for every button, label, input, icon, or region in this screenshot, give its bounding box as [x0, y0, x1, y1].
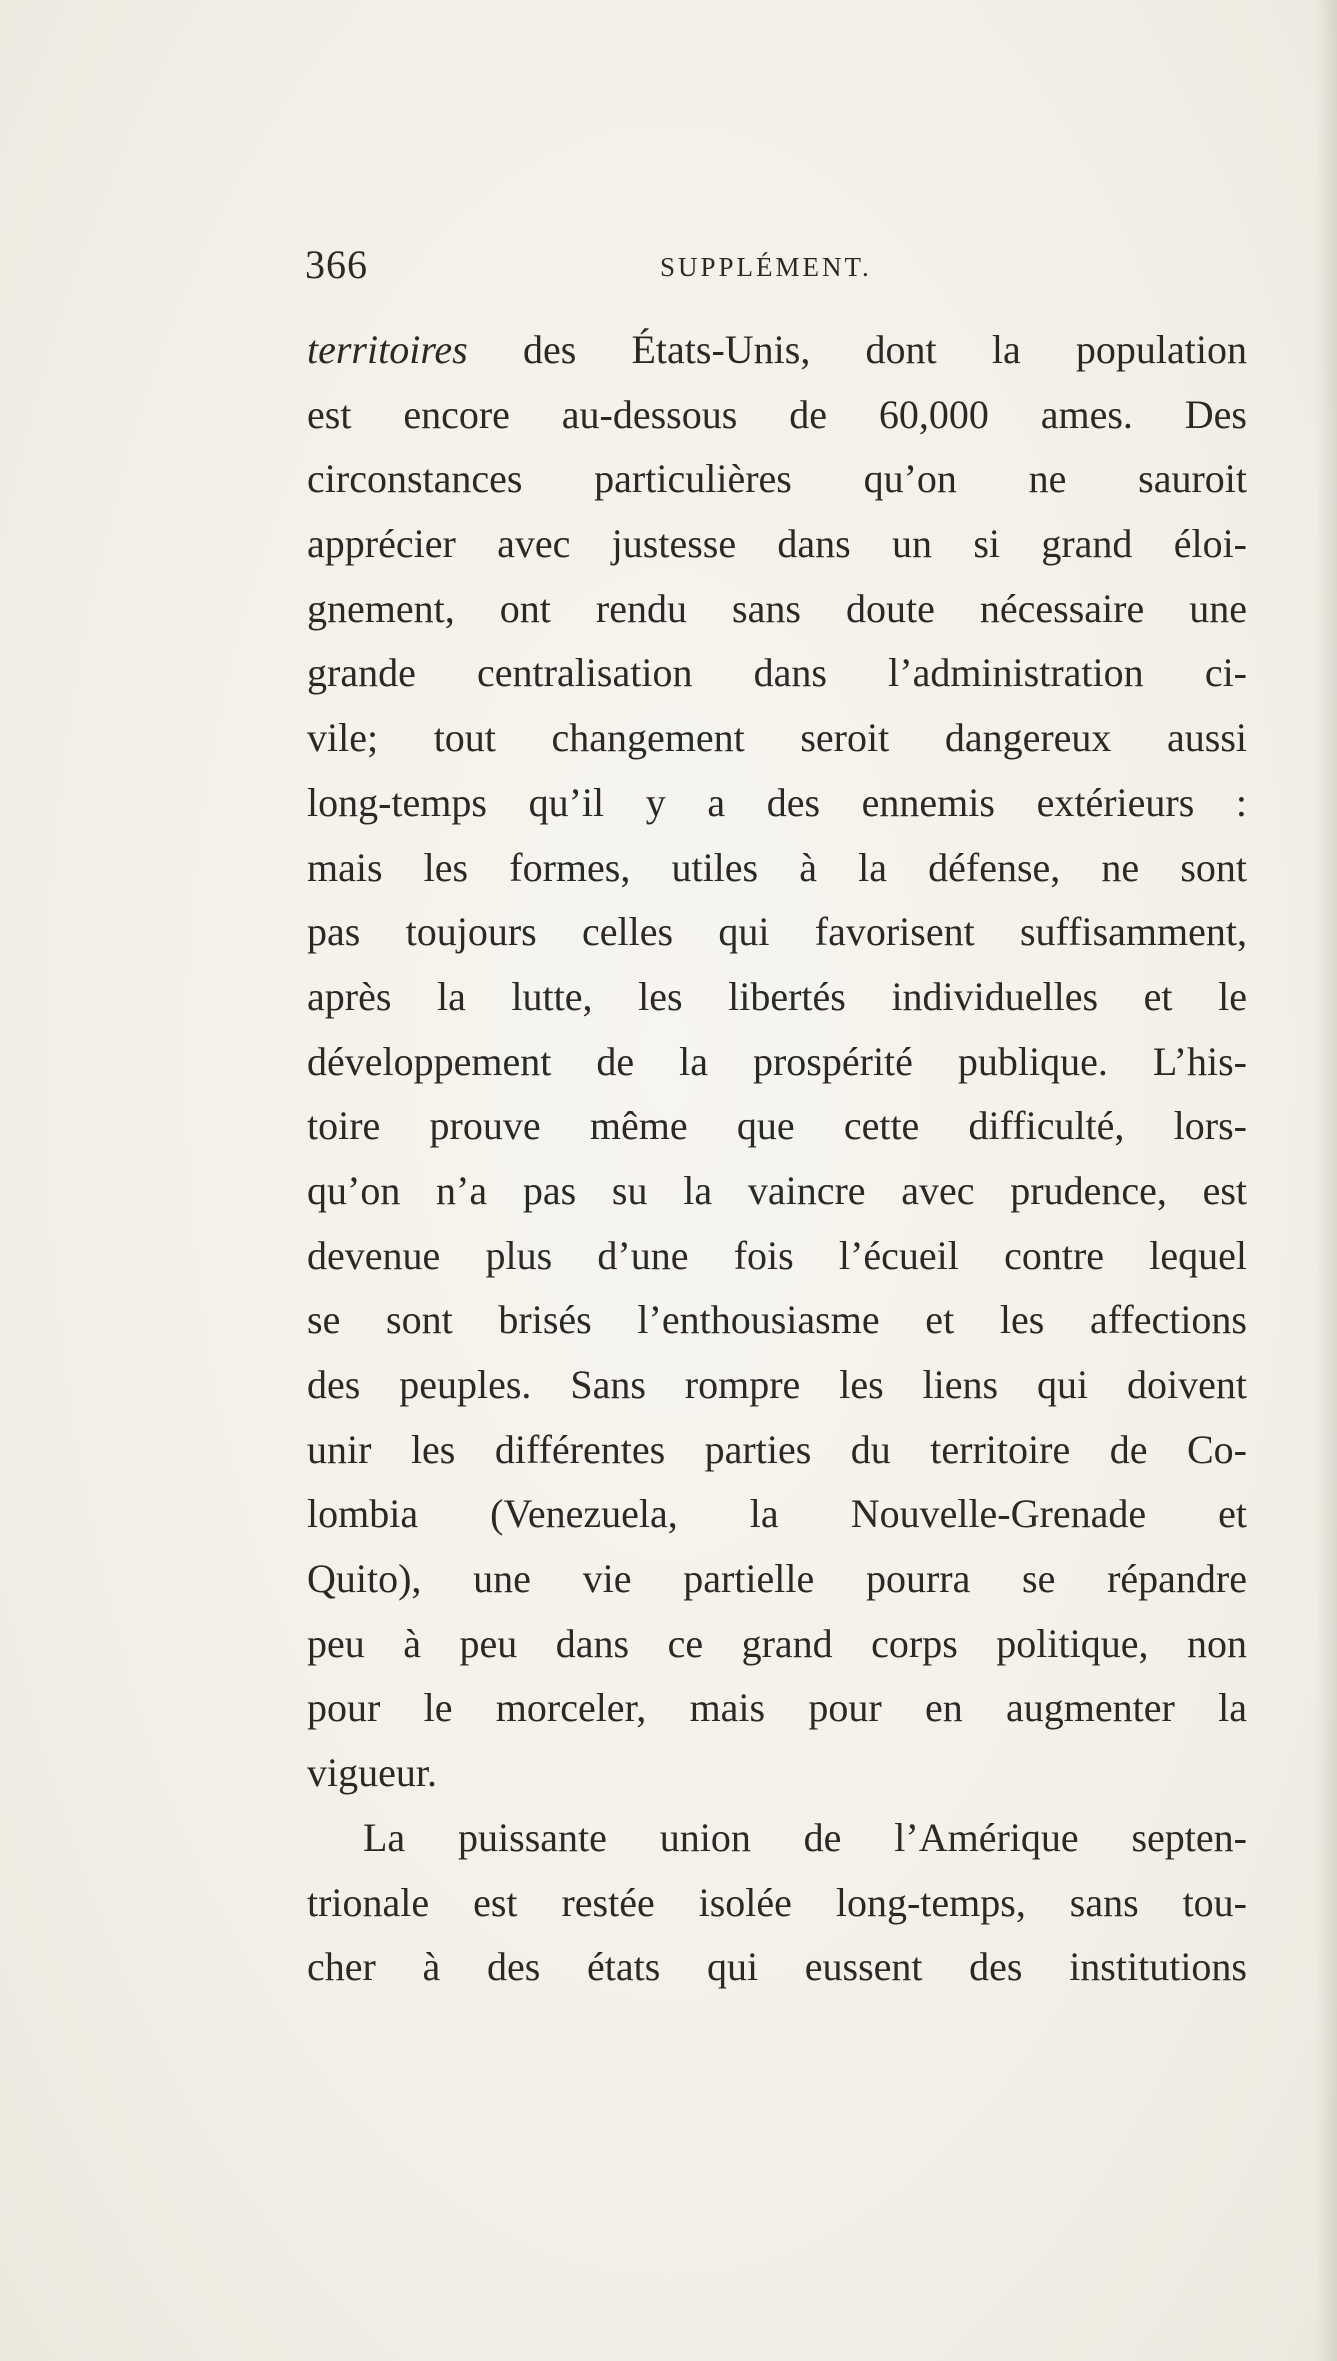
text-line [307, 318, 1247, 383]
text-line: grande centralisation dans l’administration ci- [307, 650, 1247, 696]
text-line: circonstances particulières qu’on ne sauroit [307, 456, 1247, 502]
body-text [307, 318, 1247, 2000]
text-line: se sont brisés l’enthousiasme et les affections [307, 1297, 1247, 1343]
paragraph-1 [307, 318, 1247, 1806]
text-line: lombia (Venezuela, la Nouvelle-Grenade et [307, 1491, 1247, 1537]
text-line: vile; tout changement seroit dangereux aussi [307, 715, 1247, 761]
text-line: après la lutte, les libertés individuelles et le [307, 973, 1247, 1019]
text-line: peu à peu dans ce grand corps politique, non [307, 1620, 1247, 1666]
text-line: pas toujours celles qui favorisent suffisamment, [307, 909, 1247, 955]
text-line: développement de la prospérité publique. L’his- [307, 1038, 1247, 1084]
page-number: 366 [305, 242, 368, 287]
text-line: unir les différentes parties du territoire de Co- [307, 1426, 1247, 1472]
text-line: devenue plus d’une fois l’écueil contre lequel [307, 1232, 1247, 1278]
text-line: apprécier avec justesse dans un si grand éloi- [307, 521, 1247, 567]
running-head: SUPPLÉMENT. [660, 252, 872, 282]
text-line: trionale est restée isolée long-temps, sans tou- [307, 1879, 1247, 1925]
text-line: vigueur. [307, 1750, 437, 1796]
italic-word: territoires [307, 327, 468, 372]
text-line: mais les formes, utiles à la défense, ne sont [307, 844, 1247, 890]
page-header [305, 240, 1245, 290]
text-line: cher à des états qui eussent des institutions [307, 1944, 1247, 1990]
text-line: des peuples. Sans rompre les liens qui doivent [307, 1362, 1247, 1407]
text-line: long-temps qu’il y a des ennemis extérieurs : [307, 779, 1247, 825]
paragraph-2 [307, 1806, 1247, 2000]
text-line: qu’on n’a pas su la vaincre avec prudence, est [307, 1167, 1247, 1213]
text-line: est encore au-dessous de 60,000 ames. Des [307, 391, 1247, 437]
text-line: pour le morceler, mais pour en augmenter la [307, 1685, 1247, 1731]
text-line: gnement, ont rendu sans doute nécessaire une [307, 585, 1247, 631]
line-text: des États-Unis, dont la population [467, 327, 1247, 372]
text-line: Quito), une vie partielle pourra se répandre [307, 1556, 1247, 1602]
text-line: La puissante union de l’Amérique septen- [363, 1814, 1247, 1860]
page-edge-shadow [1315, 0, 1337, 2361]
text-line: toire prouve même que cette difficulté, lors- [307, 1103, 1247, 1149]
